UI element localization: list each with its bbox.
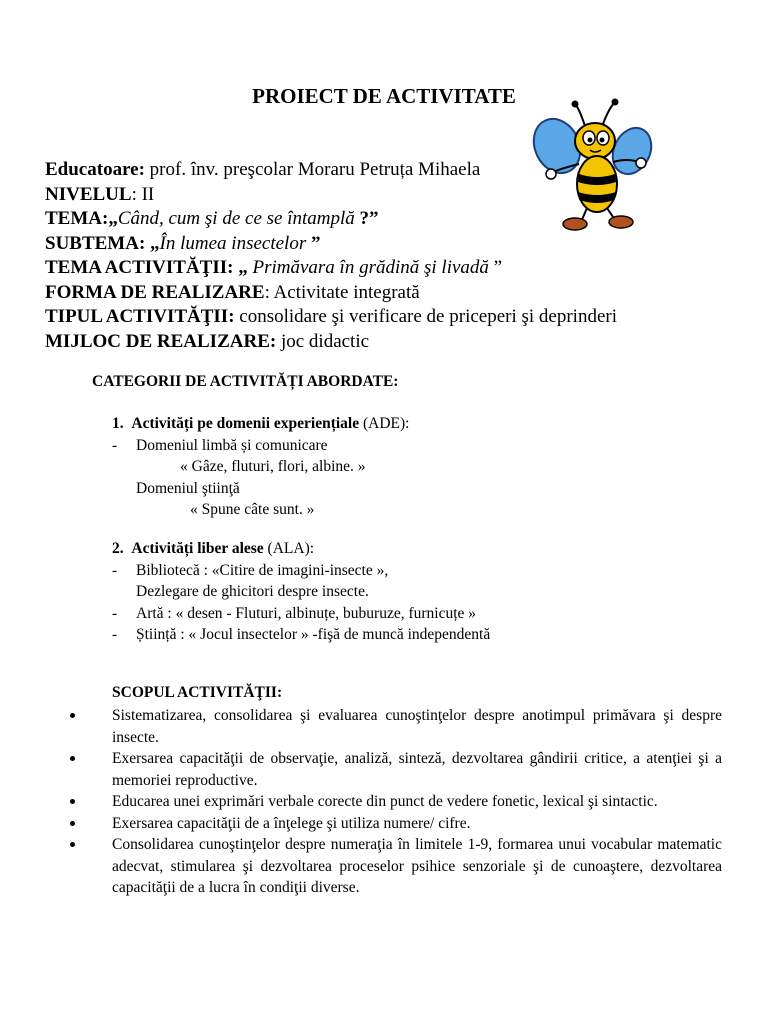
mijloc-label: MIJLOC DE REALIZARE:: [45, 330, 277, 352]
list-item: - Artă : « desen - Fluturi, albinuțe, buburuze, furnicuțe »: [112, 603, 490, 625]
list-item: - Bibliotecă : «Citire de imagini-insecte »,: [112, 560, 490, 582]
tema-activitatii-end: ”: [493, 257, 503, 278]
subtema-end: ”: [310, 232, 321, 254]
list-item: Domeniul ştiinţă: [136, 479, 240, 497]
ala-number: 2.: [112, 540, 124, 557]
mijloc-value: joc didactic: [276, 330, 370, 352]
tipul-label: TIPUL ACTIVITĂŢII:: [45, 306, 235, 327]
forma-row: [45, 281, 617, 306]
scop-list: [112, 705, 722, 899]
dash-marker: -: [112, 604, 118, 622]
list-item: Sistematizarea, consolidarea şi evaluarea cunoştinţelor despre anotimpul primăvara şi despre insecte.: [112, 705, 722, 748]
ade-abbr: (ADE):: [359, 415, 410, 432]
ala-section: [112, 538, 490, 646]
dash-marker: -: [112, 436, 118, 454]
tema-activitatii-label: TEMA ACTIVITĂŢII: „: [45, 257, 253, 278]
list-item: Educarea unei exprimări verbale corecte din punct de vedere fonetic, lexical şi sintactic.: [112, 791, 722, 813]
tipul-value: consolidare şi verificare de priceperi şi deprinderi: [234, 306, 617, 327]
tipul-row: [45, 305, 617, 330]
list-item: Exersarea capacităţii de a înţelege şi utiliza numere/ cifre.: [112, 813, 722, 835]
page-title: PROIECT DE ACTIVITATE: [252, 84, 516, 108]
list-item: [112, 435, 409, 457]
bee-illustration: [527, 96, 667, 236]
subtema-value: În lumea insectelor: [159, 232, 311, 254]
list-item: Consolidarea cunoştinţelor despre numeraţia în limitele 1-9, formarea unui vocabular matematic adecvat, stimularea şi dezvoltarea proceselor psihice senzoriale şi de cunoaştere, dezvoltarea capacităţii de a lucra în condiţii diverse.: [112, 834, 722, 899]
ade-number: 1.: [112, 415, 124, 432]
ade-heading: [112, 413, 409, 435]
domain-language: Domeniul limbă și comunicare: [136, 436, 328, 454]
list-item: Dezlegare de ghicitori despre insecte.: [136, 583, 369, 600]
educatoare-value: prof. înv. preşcolar Moraru Petruța Mihaela: [144, 159, 481, 180]
forma-label: FORMA DE REALIZARE: [45, 281, 265, 303]
list-item: - Știință : « Jocul insectelor » -fişă de muncă independentă: [112, 624, 490, 646]
mijloc-row: [45, 330, 617, 355]
tema-value: Când, cum şi de ce se întamplă: [117, 208, 360, 229]
tema-label: TEMA:„: [45, 208, 118, 229]
list-item: « Spune câte sunt. »: [190, 501, 315, 518]
list-item: Exersarea capacităţii de observaţie, analiză, sinteză, dezvoltarea gândirii critice, a atenţiei şi a memoriei reproductive.: [112, 748, 722, 791]
dash-marker: -: [112, 561, 118, 579]
categorii-heading: CATEGORII DE ACTIVITĂȚI ABORDATE:: [92, 373, 399, 390]
forma-value: : Activitate integrată: [264, 281, 420, 303]
scop-heading: SCOPUL ACTIVITĂŢII:: [112, 684, 283, 701]
tema-activitatii-row: [45, 256, 617, 281]
subtema-label: SUBTEMA: „: [45, 232, 160, 254]
dash-marker: -: [112, 626, 118, 643]
tema-activitatii-value: Primăvara în grădină şi livadă: [252, 257, 494, 278]
ala-abbr: (ALA):: [263, 540, 315, 557]
nivel-label: NIVELUL: [45, 183, 132, 205]
nivel-value: : II: [131, 183, 155, 205]
list-item: « Gâze, fluturi, flori, albine. »: [180, 458, 366, 475]
ala-heading: [112, 538, 490, 560]
educatoare-label: Educatoare:: [45, 159, 145, 180]
ade-section: [112, 413, 409, 521]
tema-end: ?”: [359, 208, 379, 229]
ala-label: Activități liber alese: [131, 540, 264, 557]
ade-label: Activități pe domenii experiențiale: [131, 415, 360, 432]
